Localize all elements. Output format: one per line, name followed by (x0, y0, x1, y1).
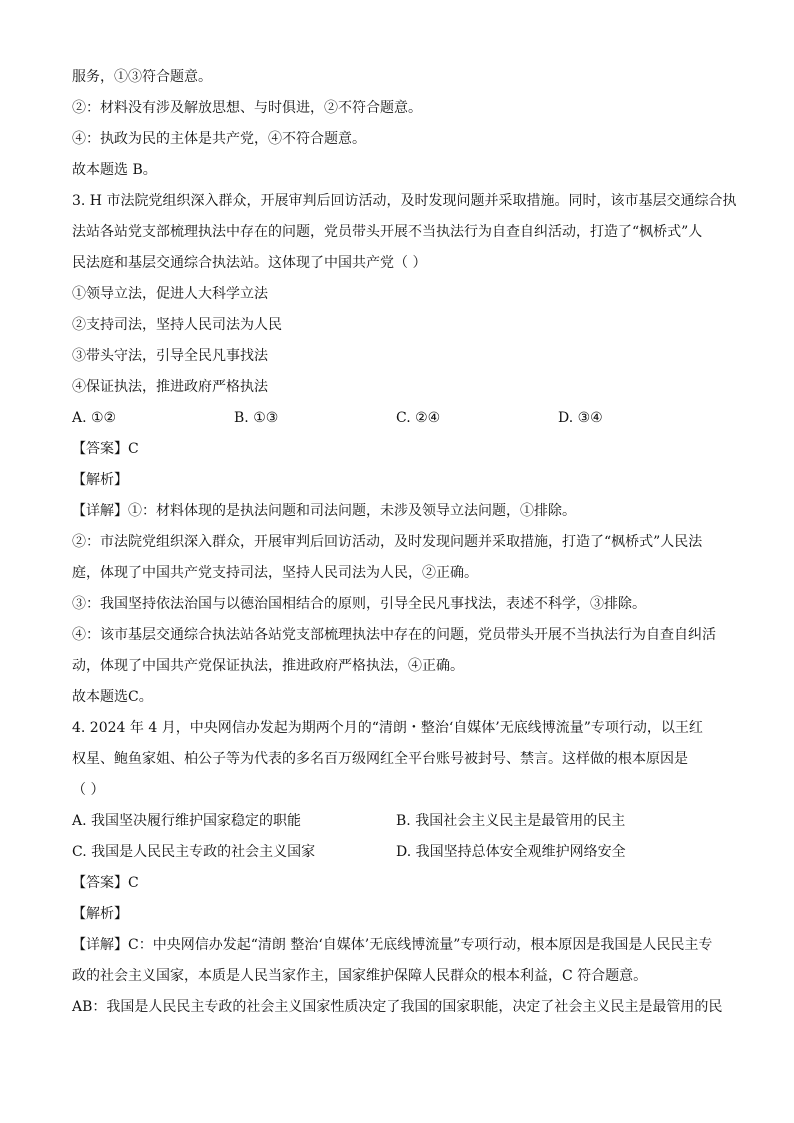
option-d: D. ③④ (558, 410, 603, 426)
question-3-stem: 3. H 市法院党组织深入群众，开展审判后回访活动，及时发现问题并采取措施。同时，该市基层交通综合执 (72, 193, 737, 209)
detail-line: ③：我国坚持依法治国与以德治国相结合的原则，引导全民凡事找法，表述不科学，③排除。 (72, 596, 646, 612)
detail-line: 庭，体现了中国共产党支持司法，坚持人民司法为人民，②正确。 (72, 565, 478, 581)
detail-line: 【详解】①：材料体现的是执法问题和司法问题，未涉及领导立法问题，①排除。 (72, 503, 576, 519)
option-c: C. ②④ (396, 410, 441, 426)
question-3-item: ②支持司法，坚持人民司法为人民 (72, 317, 282, 333)
answer-label: 【答案】C (72, 875, 139, 891)
detail-line: 【详解】C：中央网信办发起“清朗 整治‘自媒体’无底线博流量”专项行动，根本原因是我国是人民民主专 (72, 937, 713, 953)
question-4-options-row (72, 806, 722, 837)
question-4-stem: 权星、鲍鱼家姐、柏公子等为代表的多名百万级网红全平台账号被封号、禁言。这样做的根本原因是 (72, 751, 688, 767)
question-3-options (72, 403, 722, 434)
question-4-stem: 4. 2024 年 4 月，中央网信办发起为期两个月的“清朗・整治‘自媒体’无底线博流量”专项行动，以王红 (72, 720, 703, 736)
option-d: D. 我国坚持总体安全观维护网络安全 (396, 844, 626, 860)
option-c: C. 我国是人民民主专政的社会主义国家 (72, 844, 316, 860)
text-line: ④：执政为民的主体是共产党，④不符合题意。 (72, 131, 366, 147)
text-line: 服务，①③符合题意。 (72, 69, 212, 85)
question-4-stem: （ ） (72, 782, 105, 798)
question-3-item: ①领导立法，促进人大科学立法 (72, 286, 268, 302)
answer-label: 【答案】C (72, 441, 139, 457)
option-a: A. ①② (72, 410, 117, 426)
detail-line: ②：市法院党组织深入群众，开展审判后回访活动，及时发现问题并采取措施，打造了“枫桥式”人民法 (72, 534, 703, 550)
detail-line: AB：我国是人民民主专政的社会主义国家性质决定了我国的国家职能，决定了社会主义民主是最管用的民 (72, 999, 723, 1015)
analysis-label: 【解析】 (72, 906, 128, 922)
text-line: ②：材料没有涉及解放思想、与时俱进，②不符合题意。 (72, 100, 422, 116)
question-4-options-row (72, 837, 722, 868)
question-3-item: ④保证执法，推进政府严格执法 (72, 379, 268, 395)
option-b: B. 我国社会主义民主是最管用的民主 (396, 813, 626, 829)
analysis-label: 【解析】 (72, 472, 128, 488)
question-3-stem: 法站各站党支部梳理执法中存在的问题，党员带头开展不当执法行为自查自纠活动，打造了“枫桥式”人 (72, 224, 703, 240)
question-3-item: ③带头守法，引导全民凡事找法 (72, 348, 268, 364)
detail-line: 动，体现了中国共产党保证执法，推进政府严格执法，④正确。 (72, 658, 464, 674)
detail-line: ④：该市基层交通综合执法站各站党支部梳理执法中存在的问题，党员带头开展不当执法行为自查自纠活 (72, 627, 716, 643)
document-page (72, 62, 737, 1023)
option-a: A. 我国坚决履行维护国家稳定的职能 (72, 813, 302, 829)
option-b: B. ①③ (234, 410, 279, 426)
question-3-stem: 民法庭和基层交通综合执法站。这体现了中国共产党（ ） (72, 255, 427, 271)
detail-line: 政的社会主义国家，本质是人民当家作主，国家维护保障人民群众的根本利益，C 符合题意。 (72, 968, 648, 984)
text-line: 故本题选 B。 (72, 162, 157, 178)
detail-line: 故本题选C。 (72, 689, 153, 705)
